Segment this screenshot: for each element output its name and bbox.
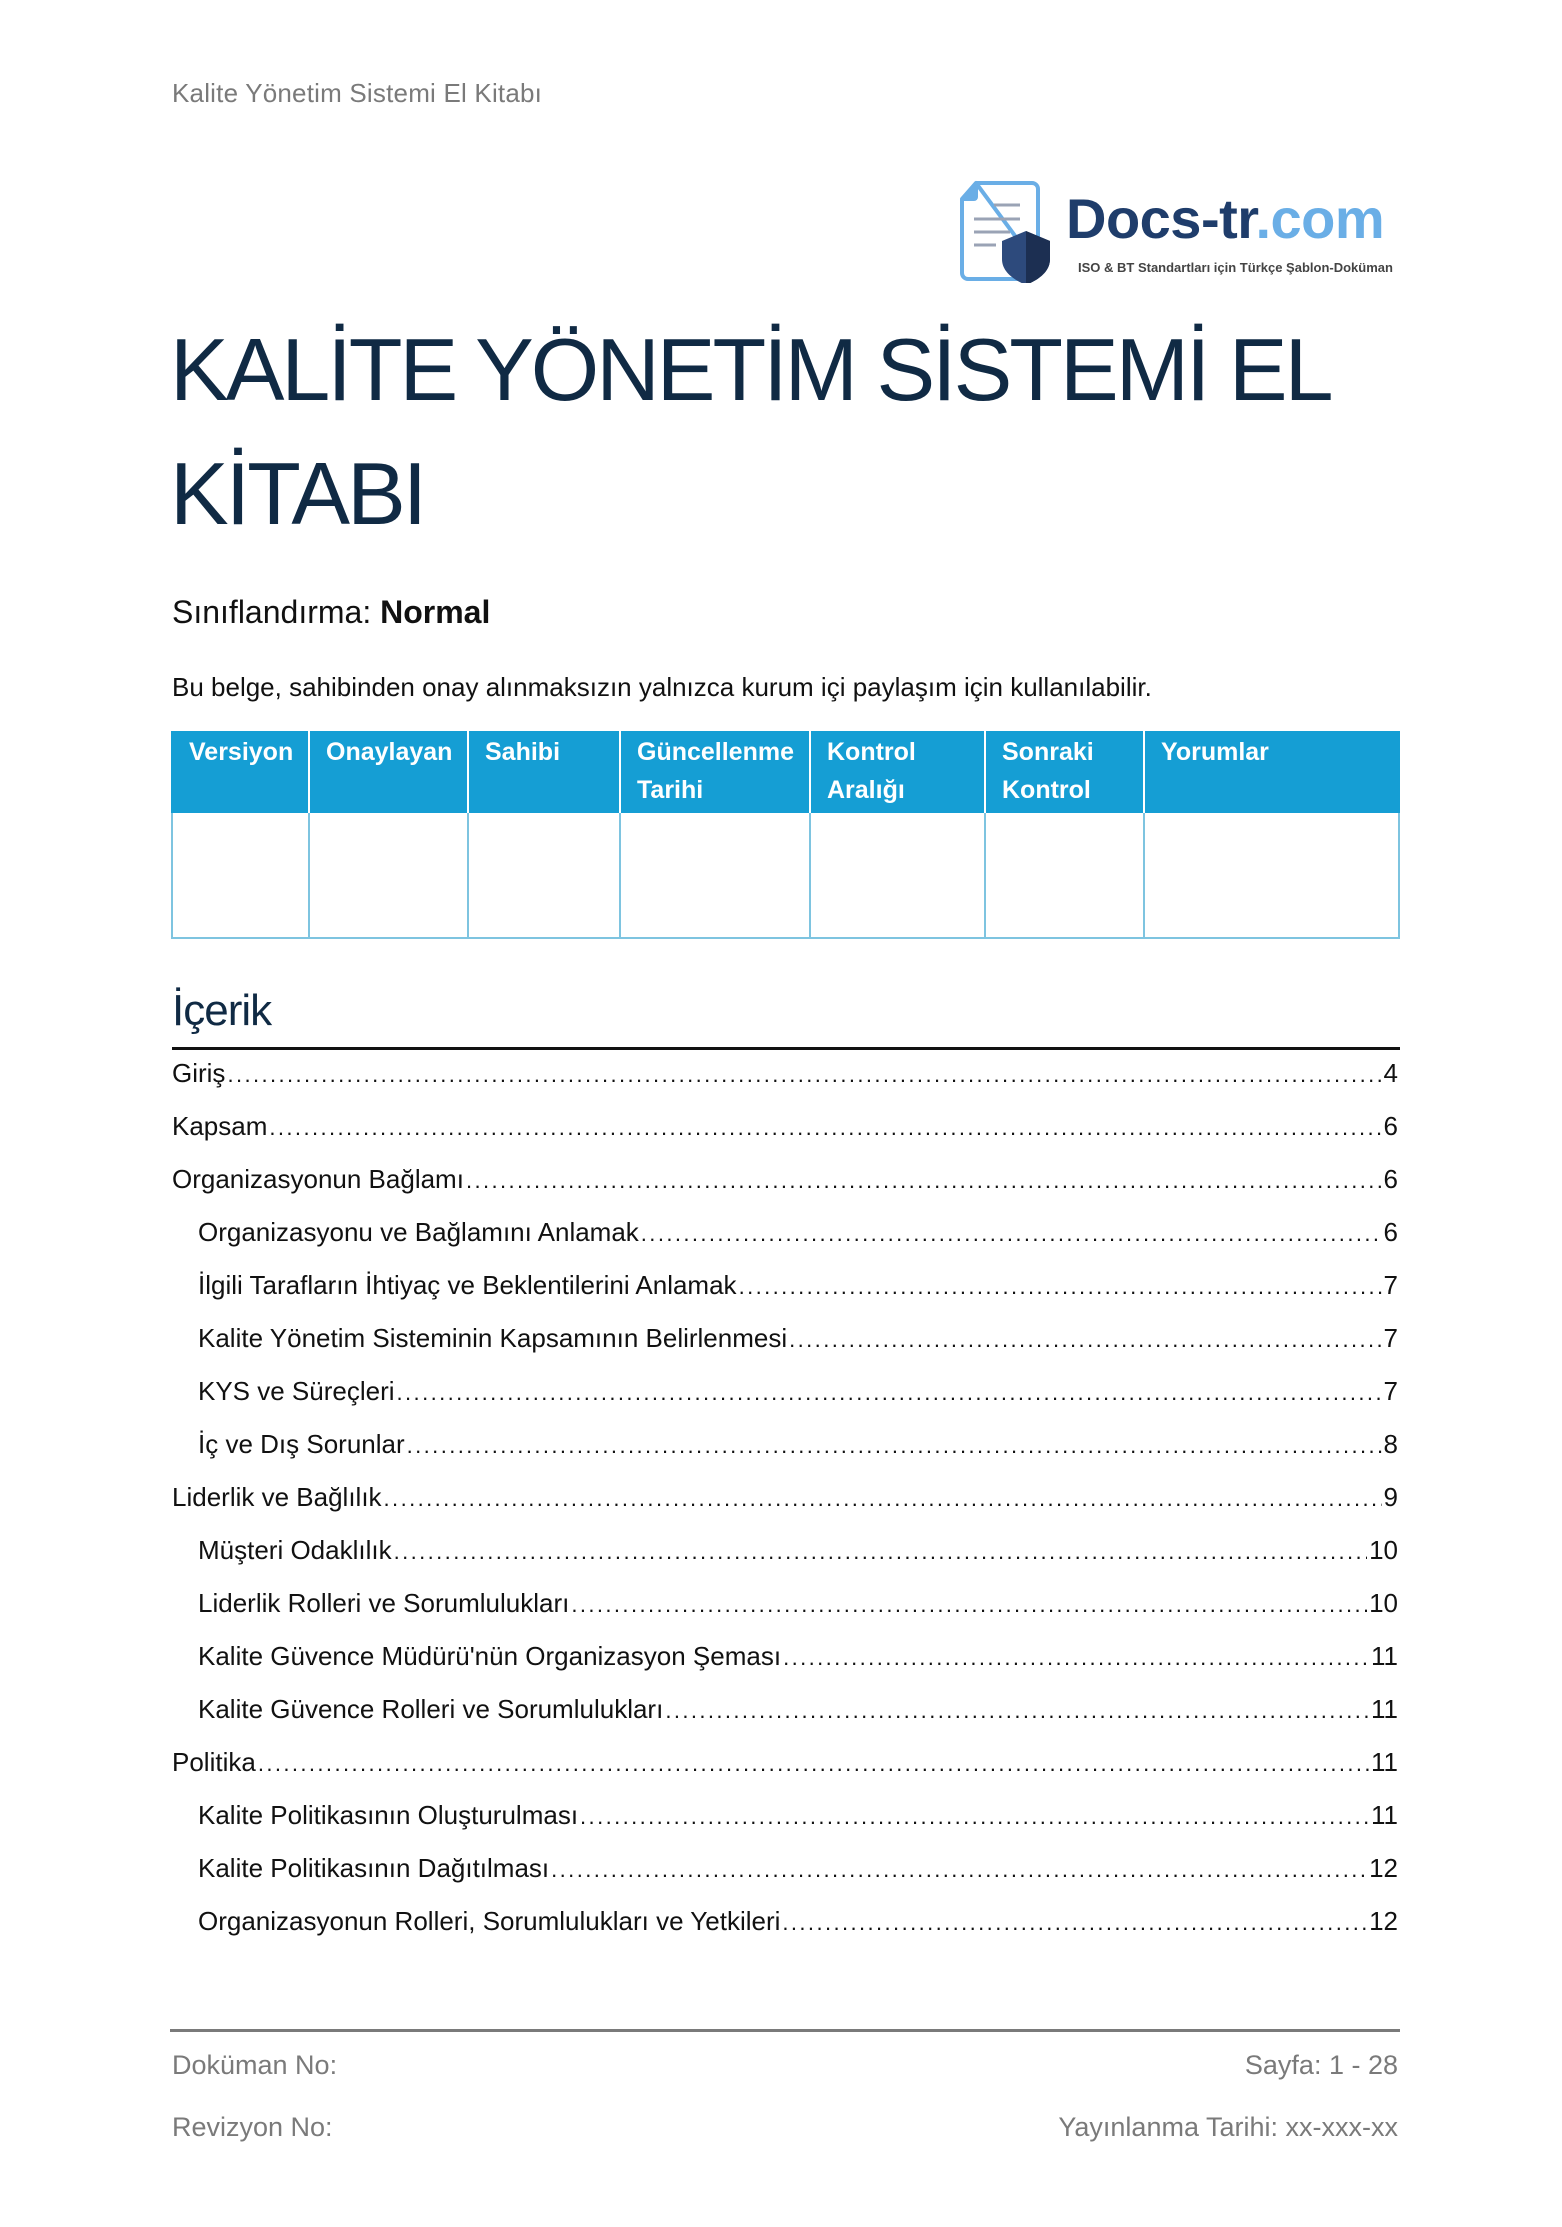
toc-entry-title: Organizasyonu ve Bağlamını Anlamak	[198, 1217, 639, 1247]
toc-entry-title: İlgili Tarafların İhtiyaç ve Beklentilerini Anlamak	[198, 1270, 737, 1300]
running-header-title: Kalite Yönetim Sistemi El Kitabı	[172, 78, 543, 108]
document-title-line2: KİTABI	[170, 444, 425, 543]
document-title-line1: KALİTE YÖNETİM SİSTEMİ EL	[170, 320, 1331, 419]
toc-entry[interactable]	[172, 1692, 1398, 1745]
toc-entry-page: 6	[1383, 1217, 1398, 1247]
footer-divider	[170, 2029, 1400, 2032]
column-header-owner: Sahibi	[468, 731, 620, 813]
toc-dot-leader	[258, 1745, 1369, 1771]
version-control-table	[171, 731, 1400, 939]
column-header-next-review: Sonraki Kontrol	[985, 731, 1144, 813]
toc-dot-leader	[665, 1692, 1369, 1718]
toc-dot-leader	[789, 1321, 1381, 1347]
sharing-notice: Bu belge, sahibinden onay alınmaksızın yalnızca kurum içi paylaşım için kullanılabilir.	[172, 672, 1152, 702]
toc-entry-title: İç ve Dış Sorunlar	[198, 1429, 405, 1459]
toc-entry-page: 7	[1383, 1323, 1398, 1353]
toc-entry-page: 6	[1383, 1111, 1398, 1141]
toc-dot-leader	[407, 1427, 1382, 1453]
toc-entry-page: 12	[1369, 1906, 1398, 1936]
toc-entry[interactable]	[172, 1215, 1398, 1268]
toc-entry-title: Kalite Politikasının Dağıtılması	[198, 1853, 550, 1883]
footer-revision-number: Revizyon No:	[172, 2112, 333, 2142]
toc-entry-page: 6	[1383, 1164, 1398, 1194]
toc-entry[interactable]	[172, 1639, 1398, 1692]
toc-entry-title: Organizasyonun Bağlamı	[172, 1164, 464, 1194]
toc-dot-leader	[384, 1480, 1382, 1506]
logo-brand-domain: .com	[1255, 187, 1385, 250]
cell-comments[interactable]	[1144, 813, 1399, 938]
toc-entry-title: Kalite Yönetim Sisteminin Kapsamının Belirlenmesi	[198, 1323, 788, 1353]
docs-tr-logo	[958, 175, 1398, 285]
logo-tagline: ISO & BT Standartları için Türkçe Şablon-Doküman	[1078, 260, 1393, 275]
toc-divider	[172, 1047, 1400, 1050]
toc-entry-title: Kapsam	[172, 1111, 268, 1141]
toc-heading: İçerik	[172, 986, 272, 1035]
toc-entry[interactable]	[172, 1374, 1398, 1427]
footer-publish-date: Yayınlanma Tarihi: xx-xxx-xx	[1058, 2112, 1398, 2142]
cell-owner[interactable]	[468, 813, 620, 938]
column-header-review-interval: Kontrol Aralığı	[810, 731, 985, 813]
toc-entry[interactable]	[172, 1745, 1398, 1798]
toc-entry-title: Liderlik Rolleri ve Sorumlulukları	[198, 1588, 570, 1618]
toc-entry-page: 11	[1371, 1694, 1398, 1724]
toc-entry-page: 11	[1371, 1800, 1398, 1830]
toc-entry-title: Liderlik ve Bağlılık	[172, 1482, 382, 1512]
toc-dot-leader	[227, 1056, 1381, 1082]
toc-entry-title: Müşteri Odaklılık	[198, 1535, 392, 1565]
column-header-update-date: Güncellenme Tarihi	[620, 731, 810, 813]
toc-dot-leader	[571, 1586, 1367, 1612]
toc-entry-page: 9	[1383, 1482, 1398, 1512]
toc-dot-leader	[466, 1162, 1382, 1188]
toc-entry-title: Organizasyonun Rolleri, Sorumlulukları ve Yetkileri	[198, 1906, 781, 1936]
toc-entry-title: KYS ve Süreçleri	[198, 1376, 395, 1406]
toc-entry[interactable]	[172, 1904, 1398, 1957]
toc-entry[interactable]	[172, 1480, 1398, 1533]
cell-version[interactable]	[172, 813, 309, 938]
footer-document-number: Doküman No:	[172, 2050, 338, 2080]
toc-entry[interactable]	[172, 1321, 1398, 1374]
table-of-contents	[172, 1056, 1398, 1957]
logo-brand	[1066, 187, 1385, 250]
toc-entry-title: Kalite Güvence Rolleri ve Sorumlulukları	[198, 1694, 664, 1724]
toc-entry[interactable]	[172, 1851, 1398, 1904]
toc-entry-title: Giriş	[172, 1058, 226, 1088]
toc-dot-leader	[397, 1374, 1382, 1400]
toc-dot-leader	[394, 1533, 1367, 1559]
toc-entry-page: 12	[1369, 1853, 1398, 1883]
classification-value: Normal	[380, 594, 491, 630]
cell-update-date[interactable]	[620, 813, 810, 938]
table-row	[172, 813, 1399, 938]
toc-entry[interactable]	[172, 1798, 1398, 1851]
toc-entry-title: Kalite Politikasının Oluşturulması	[198, 1800, 579, 1830]
toc-dot-leader	[783, 1639, 1369, 1665]
classification	[172, 594, 490, 631]
toc-entry-page: 4	[1383, 1058, 1398, 1088]
toc-entry-page: 10	[1369, 1535, 1398, 1565]
cell-next-review[interactable]	[985, 813, 1144, 938]
logo-brand-primary: Docs-tr	[1066, 187, 1256, 250]
version-table-header-row	[172, 731, 1399, 813]
column-header-approver: Onaylayan	[309, 731, 468, 813]
footer-page-number: Sayfa: 1 - 28	[1244, 2050, 1398, 2080]
toc-entry[interactable]	[172, 1056, 1398, 1109]
toc-entry[interactable]	[172, 1427, 1398, 1480]
column-header-version: Versiyon	[172, 731, 309, 813]
toc-entry-page: 7	[1383, 1376, 1398, 1406]
toc-dot-leader	[580, 1798, 1369, 1824]
cell-approver[interactable]	[309, 813, 468, 938]
toc-entry[interactable]	[172, 1162, 1398, 1215]
classification-label: Sınıflandırma:	[172, 594, 372, 630]
document-shield-icon	[958, 179, 1054, 283]
toc-entry[interactable]	[172, 1533, 1398, 1586]
toc-entry-title: Kalite Güvence Müdürü'nün Organizasyon Şeması	[198, 1641, 782, 1671]
toc-entry-page: 11	[1371, 1641, 1398, 1671]
document-title	[170, 308, 1420, 556]
toc-entry[interactable]	[172, 1109, 1398, 1162]
toc-dot-leader	[551, 1851, 1367, 1877]
toc-entry-page: 7	[1383, 1270, 1398, 1300]
toc-entry-page: 10	[1369, 1588, 1398, 1618]
toc-entry[interactable]	[172, 1586, 1398, 1639]
toc-dot-leader	[269, 1109, 1381, 1135]
cell-review-interval[interactable]	[810, 813, 985, 938]
toc-dot-leader	[641, 1215, 1382, 1241]
toc-dot-leader	[782, 1904, 1367, 1930]
column-header-comments: Yorumlar	[1144, 731, 1399, 813]
toc-entry[interactable]	[172, 1268, 1398, 1321]
toc-dot-leader	[739, 1268, 1382, 1294]
toc-entry-title: Politika	[172, 1747, 256, 1777]
toc-entry-page: 8	[1383, 1429, 1398, 1459]
toc-entry-page: 11	[1371, 1747, 1398, 1777]
